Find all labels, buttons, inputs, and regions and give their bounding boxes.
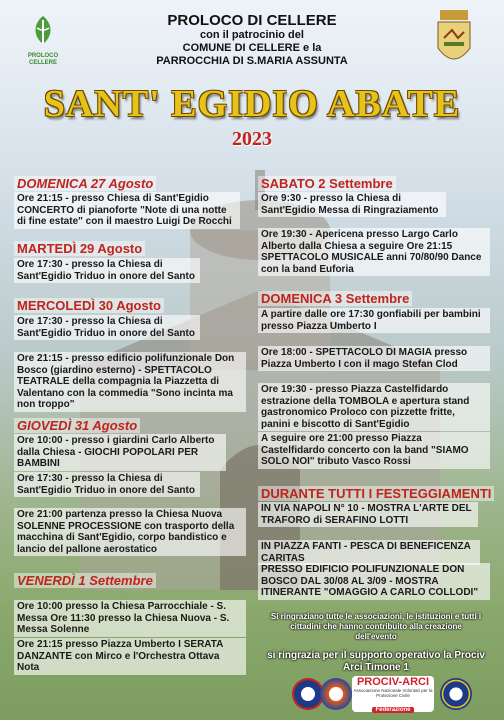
- event-block: Ore 17:30 - presso la Chiesa di Sant'Egidio Triduo in onore del Santo: [14, 258, 200, 283]
- event-block: Ore 18:00 - SPETTACOLO DI MAGIA presso Piazza Umberto I con il mago Stefan Clod: [258, 346, 490, 371]
- event-block: PRESSO EDIFICIO POLIFUNZIONALE DON BOSCO DAL 30/08 AL 3/09 - MOSTRA ITINERANTE "OMAGGIO A CARLO COLLODI": [258, 563, 490, 600]
- event-block: IN PIAZZA FANTI - PESCA DI BENEFICENZA CARITAS: [258, 540, 480, 565]
- day-heading-2-settembre: SABATO 2 Settembre: [258, 176, 396, 191]
- festeggiamenti-heading: DURANTE TUTTI I FESTEGGIAMENTI: [258, 486, 494, 501]
- event-block: A seguire ore 21:00 presso Piazza Castelfidardo concerto con la band "SIAMO SOLO NOI" tributo Vasco Rossi: [258, 432, 490, 469]
- event-block: Ore 21:00 partenza presso la Chiesa Nuova SOLENNE PROCESSIONE con trasporto della macchina di Sant'Egidio, corpo bandistico e lancio del pallone aerostatico: [14, 508, 246, 556]
- day-heading-30-agosto: MERCOLEDÌ 30 Agosto: [14, 298, 164, 313]
- event-block: Ore 21:15 - presso edificio polifunzionale Don Bosco (giardino esterno) - SPETTACOLO TEATRALE della compagnia la Piazzetta di Valentano con la commedia "Sono incinta ma non troppo": [14, 352, 246, 412]
- logo-text-1: PROLOCO: [27, 53, 59, 59]
- event-year: 2023: [232, 128, 272, 150]
- logo-text-2: CELLERE: [28, 60, 57, 66]
- comune-line: COMUNE DI CELLERE e la: [182, 42, 322, 54]
- event-block: A partire dalle ore 17:30 gonfiabili per bambini presso Piazza Umberto I: [258, 308, 490, 333]
- event-block: Ore 21:15 presso Piazza Umberto I SERATA DANZANTE con Mirco e l'Orchestra Ottava Nota: [14, 638, 246, 675]
- day-heading-1-settembre: VENERDÌ 1 Settembre: [14, 573, 156, 588]
- prociv-subtitle: Associazione Nazionale Volontari per la Protezione Civile: [353, 688, 433, 698]
- header: [0, 12, 504, 68]
- civil-protection-emblem-icon: [440, 678, 472, 710]
- thanks-prociv-note: si ringrazia per il supporto operativo la Prociv Arci Timone 1: [267, 650, 485, 673]
- event-block: Ore 19:30 - presso Piazza Castelfidardo estrazione della TOMBOLA e apertura stand gastronomico Proloco con pizzette fritte, panini e biscotto di Sant'Egidio: [258, 383, 490, 431]
- day-heading-27-agosto: DOMENICA 27 Agosto: [14, 176, 156, 191]
- event-block: IN VIA NAPOLI N° 10 - MOSTRA L'ARTE DEL TRAFORO di SERAFINO LOTTI: [258, 502, 478, 527]
- event-block: Ore 17:30 - presso la Chiesa di Sant'Egidio Triduo in onore del Santo: [14, 472, 200, 497]
- parrocchia-line: PARROCCHIA DI S.MARIA ASSUNTA: [156, 55, 348, 67]
- event-block: Ore 10:00 presso la Chiesa Parrocchiale - S. Messa Ore 11:30 presso la Chiesa Nuova - S. Messa Solenne: [14, 600, 246, 637]
- event-block: Ore 9:30 - presso la Chiesa di Sant'Egidio Messa di Ringraziamento: [258, 192, 446, 217]
- day-heading-3-settembre: DOMENICA 3 Settembre: [258, 291, 412, 306]
- thanks-note: Si ringraziano tutte le associazioni, le istituzioni e tutti i cittadini che hanno contribuito alla creazione dell'evento: [270, 612, 482, 641]
- event-block: Ore 19:30 - Apericena presso Largo Carlo Alberto dalla Chiesa a seguire Ore 21:15 SPETTACOLO MUSICALE anni 70/80/90 Dance con la band Euforia: [258, 228, 490, 276]
- event-block: Ore 21:15 - presso Chiesa di Sant'Egidio CONCERTO di pianoforte "Note di una notte di fine estate" con il maestro Luigi De Rocchi: [14, 192, 240, 229]
- event-block: Ore 10:00 - presso i giardini Carlo Alberto dalla Chiesa - GIOCHI POPOLARI PER BAMBINI: [14, 434, 226, 471]
- prociv-federation: Federazione: [372, 707, 413, 713]
- day-heading-29-agosto: MARTEDÌ 29 Agosto: [14, 241, 145, 256]
- org-name: PROLOCO DI CELLERE: [167, 12, 337, 29]
- event-title: SANT' EGIDIO ABATE: [43, 83, 461, 125]
- day-heading-31-agosto: GIOVEDÌ 31 Agosto: [14, 418, 140, 433]
- prociv-arci-logo: [352, 676, 434, 712]
- patronage-line: con il patrocinio del: [200, 29, 304, 41]
- prociv-brand: PROCIV-ARCI: [356, 676, 430, 688]
- event-block: Ore 17:30 - presso la Chiesa di Sant'Egidio Triduo in onore del Santo: [14, 315, 200, 340]
- timone-emblem-icon: [320, 678, 352, 710]
